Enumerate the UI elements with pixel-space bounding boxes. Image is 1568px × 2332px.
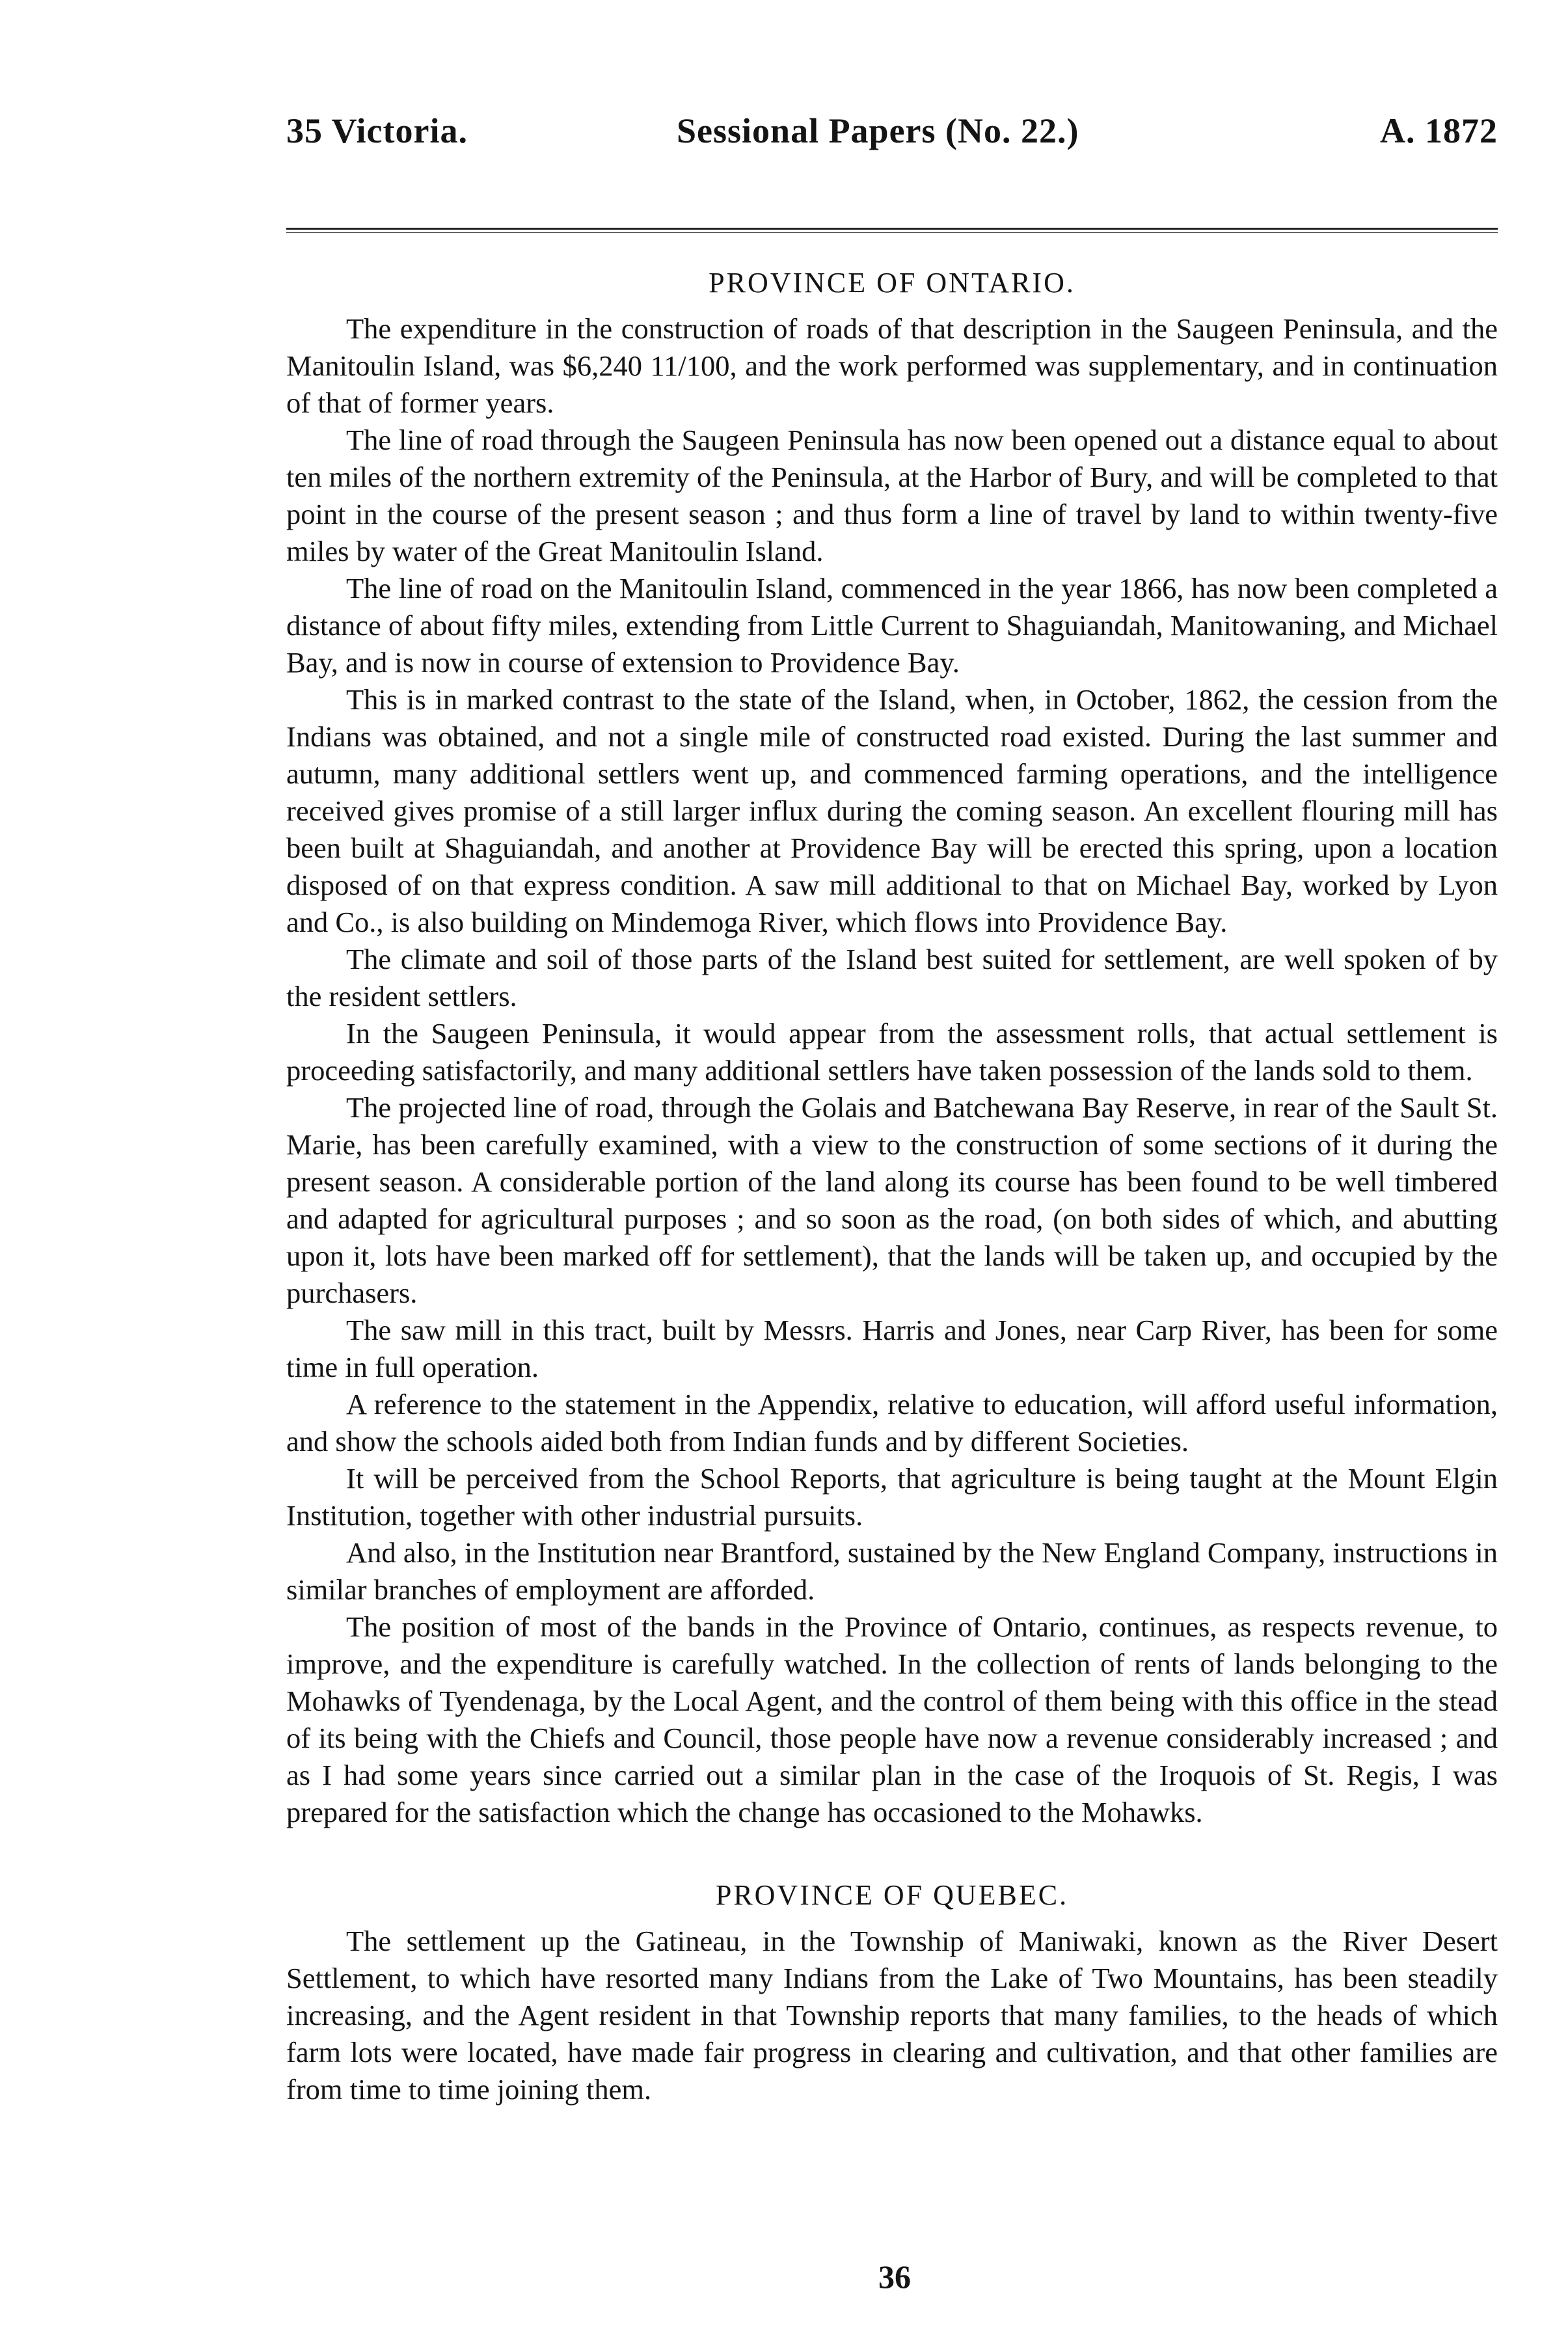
paragraph: In the Saugeen Peninsula, it would appear from the assessment rolls, that actual settlement is proceeding satisfactorily, and many additional settlers have taken possession of the lands sold to them. xyxy=(286,1017,1498,1087)
paragraph: The saw mill in this tract, built by Messrs. Harris and Jones, near Carp River, has been for some time in full operation. xyxy=(286,1314,1498,1383)
paragraph: The projected line of road, through the Golais and Batchewana Bay Reserve, in rear of the Sault St. Marie, has been carefully examined, with a view to the construction of some sections of it during the present season. A considerable portion of the land along its course has been found to be well timbered and adapted for agricultural purposes ; and so soon as the road, (on both sides of which, and abutting upon it, lots have been marked off for settlement), that the lands will be taken up, and occupied by the purchasers. xyxy=(286,1091,1498,1309)
header-rule xyxy=(286,228,1498,233)
section-title-ontario: PROVINCE OF ONTARIO. xyxy=(709,267,1075,299)
paragraph: A reference to the statement in the Appendix, relative to education, will afford useful information, and show the schools aided both from Indian funds and by different Societies. xyxy=(286,1388,1498,1458)
paragraph: It will be perceived from the School Reports, that agriculture is being taught at the Mount Elgin Institution, together with other industrial pursuits. xyxy=(286,1462,1498,1532)
paragraph: The line of road through the Saugeen Peninsula has now been opened out a distance equal to about ten miles of the northern extremity of the Peninsula, at the Harbor of Bury, and will be completed to that point in the course of the present season ; and thus form a line of travel by land to within twenty-five miles by water of the Great Manitoulin Island. xyxy=(286,424,1498,567)
page-number: 36 xyxy=(878,2258,911,2295)
section-title-quebec: PROVINCE OF QUEBEC. xyxy=(715,1879,1069,1911)
paragraph: The position of most of the bands in the Province of Ontario, continues, as respects revenue, to improve, and the expenditure is carefully watched. In the collection of rents of lands belonging to the Mohawks of Tyendenaga, by the Local Agent, and the control of them being with this office in the stead of its being with the Chiefs and Council, those people have now a revenue considerably increased ; and as I had some years since carried out a similar plan in the case of the Iroquois of St. Regis, I was prepared for the satisfaction which the change has occasioned to the Mohawks. xyxy=(286,1610,1498,1828)
header-sessional-papers: Sessional Papers (No. 22.) xyxy=(677,111,1079,150)
header-year: A. 1872 xyxy=(1380,111,1498,150)
paragraph: The expenditure in the construction of roads of that description in the Saugeen Peninsula, and the Manitoulin Island, was $6,240 11/100, and the work performed was supplementary, and in continuation of that of former years. xyxy=(286,312,1498,419)
paragraph: The climate and soil of those parts of the Island best suited for settlement, are well spoken of by the resident settlers. xyxy=(286,943,1498,1012)
paragraph: The settlement up the Gatineau, in the Township of Maniwaki, known as the River Desert Settlement, to which have resorted many Indians from the Lake of Two Mountains, has been steadily increasing, and the Agent resident in that Township reports that many families, to the heads of which farm lots were located, have made fair progress in clearing and cultivation, and that other families are from time to time joining them. xyxy=(286,1925,1498,2106)
page-header xyxy=(286,111,1498,176)
document-body xyxy=(286,260,1498,2108)
paragraph: This is in marked contrast to the state of the Island, when, in October, 1862, the cession from the Indians was obtained, and not a single mile of constructed road existed. During the last summer and autumn, many additional settlers went up, and commenced farming operations, and the intelligence received gives promise of a still larger influx during the coming season. An excellent flouring mill has been built at Shaguiandah, and another at Providence Bay will be erected this spring, upon a location disposed of on that express condition. A saw mill additional to that on Michael Bay, worked by Lyon and Co., is also building on Mindemoga River, which flows into Providence Bay. xyxy=(286,683,1498,938)
paragraph: The line of road on the Manitoulin Island, commenced in the year 1866, has now been completed a distance of about fifty miles, extending from Little Current to Shaguiandah, Manitowaning, and Michael Bay, and is now in course of extension to Providence Bay. xyxy=(286,572,1498,679)
header-regnal-year: 35 Victoria. xyxy=(286,111,468,150)
paragraph: And also, in the Institution near Brantford, sustained by the New England Company, instructions in similar branches of employment are afforded. xyxy=(286,1536,1498,1606)
